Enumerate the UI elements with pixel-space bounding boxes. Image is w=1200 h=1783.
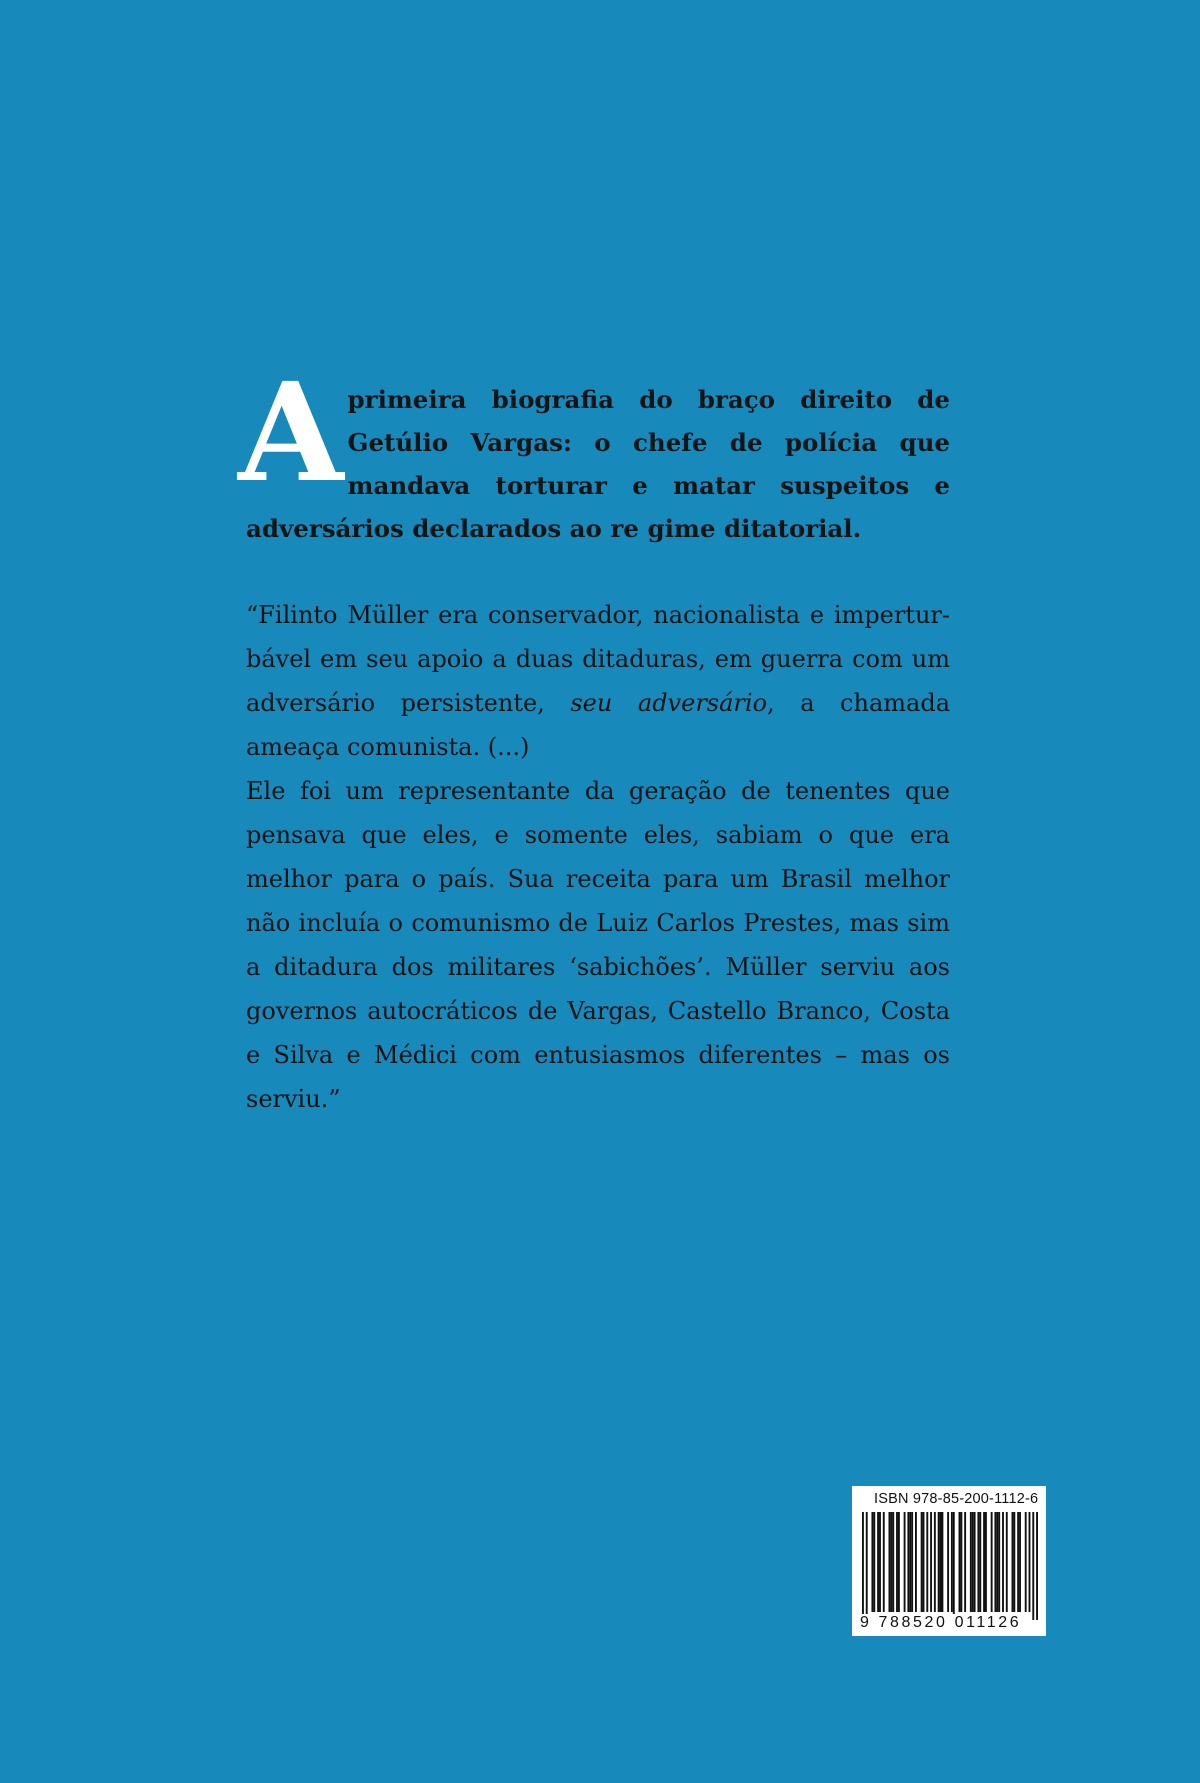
barcode-bar: [960, 1512, 962, 1612]
barcode-bar: [972, 1512, 974, 1612]
barcode-bar: [921, 1512, 923, 1612]
quote-text-start: “Filinto Müller era conservador, nacionalista e imperturbável em seu apoio a duas ditaduras, em guerra com um adversário persistente,: [246, 601, 950, 717]
barcode-bar: [896, 1512, 898, 1612]
quote-text-end: , a chamada ameaça comunista. (...): [246, 689, 950, 761]
barcode-bar: [1029, 1512, 1031, 1612]
intro-line-2: Vargas: o chefe de polícia que mandava torturar: [347, 428, 950, 500]
barcode-bar: [879, 1512, 881, 1612]
isbn-barcode: [852, 1486, 1046, 1636]
barcode-bar: [983, 1512, 985, 1612]
barcode-bar: [871, 1512, 873, 1612]
barcode-bar: [964, 1512, 966, 1612]
barcode-bar: [1013, 1512, 1015, 1612]
barcode-bar: [947, 1512, 949, 1612]
barcode-bar: [994, 1512, 996, 1612]
barcode-bar: [991, 1512, 993, 1612]
quote-block: [246, 593, 950, 1121]
quote-paragraph-1: [246, 593, 950, 769]
barcode-bar: [892, 1512, 894, 1612]
barcode-bar: [1019, 1512, 1021, 1612]
barcode-bar: [998, 1512, 1000, 1612]
quote-italic-phrase: seu adversário: [570, 689, 768, 717]
barcode-bar: [890, 1512, 892, 1612]
barcode-bar: [873, 1512, 875, 1612]
barcode-bar: [1012, 1512, 1014, 1612]
barcode-bar: [883, 1512, 885, 1612]
barcode-bar: [862, 1512, 864, 1620]
barcode-bar: [938, 1512, 940, 1612]
barcode-bar: [1002, 1512, 1004, 1612]
barcode-bar: [1006, 1512, 1008, 1612]
barcode-bar: [923, 1512, 925, 1612]
barcode-bar: [985, 1512, 987, 1612]
barcode-bar: [951, 1512, 953, 1612]
barcode-digits: 9 788520 011126: [860, 1614, 1022, 1631]
barcode-bar: [1032, 1512, 1034, 1620]
barcode-bar: [930, 1512, 932, 1612]
intro-line-1: primeira biografia do braço direito de Getúlio: [347, 385, 950, 457]
barcode-bars: [862, 1512, 1038, 1620]
barcode-bar: [953, 1512, 955, 1620]
barcode-bar: [926, 1512, 928, 1612]
barcode-bar: [911, 1512, 913, 1612]
intro-line-4: gime ditatorial.: [647, 514, 862, 543]
barcode-bar: [974, 1512, 976, 1612]
barcode-bar: [907, 1512, 909, 1612]
barcode-bar: [888, 1512, 890, 1612]
barcode-bar: [904, 1512, 906, 1612]
barcode-bar: [941, 1512, 943, 1612]
intro-paragraph: [238, 353, 950, 550]
barcode-bar: [977, 1512, 979, 1612]
isbn-label: ISBN 978-85-200-1112-6: [874, 1491, 1039, 1507]
barcode-bar: [934, 1512, 936, 1612]
barcode-bar: [979, 1512, 981, 1612]
barcode-bar: [915, 1512, 917, 1612]
barcode-bar: [898, 1512, 900, 1612]
barcode-bar: [970, 1512, 972, 1612]
barcode-bar: [996, 1512, 998, 1612]
intro-line-3: e matar suspeitos e adversários declarados ao re: [246, 471, 950, 543]
barcode-bar: [1025, 1512, 1027, 1612]
dropcap-letter: A: [238, 353, 342, 513]
quote-paragraph-2: Ele foi um representante da geração de tenentes que pensava que eles, e somente eles, sabiam o que era melhor para o país. Sua receita para um Brasil melhor não incluía o comunismo de Luiz Carlos Prestes, mas sim a ditadura dos militares ‘sabichões’. Müller serviu aos governos autocráticos de Vargas, Castello Branco, Costa e Silva e Médici com entusiasmos diferentes – mas os serviu.”: [246, 777, 950, 1113]
barcode-bar: [1036, 1512, 1038, 1620]
barcode-bar: [940, 1512, 942, 1612]
barcode-bar: [959, 1512, 961, 1612]
barcode-bar: [909, 1512, 911, 1612]
barcode-bar: [866, 1512, 868, 1620]
barcode-bar: [877, 1512, 879, 1612]
cover-text-block: [238, 353, 950, 1121]
barcode-bar: [1017, 1512, 1019, 1612]
